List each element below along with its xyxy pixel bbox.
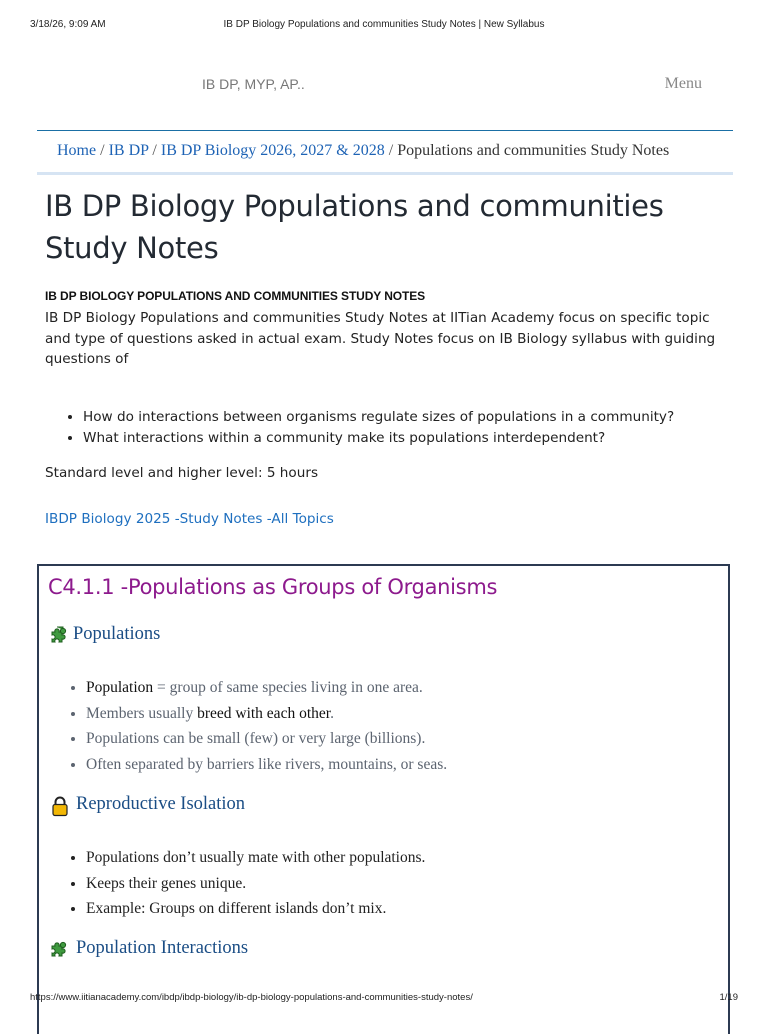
list-item: • Keeps their genes unique. <box>86 871 746 897</box>
populations-list <box>50 675 746 777</box>
population-interactions-heading <box>50 938 248 959</box>
print-header <box>30 19 738 33</box>
breadcrumb <box>57 142 737 160</box>
list-item: • Populations don’t usually mate with other populations. <box>86 845 746 871</box>
print-page-number: 1/19 <box>719 992 738 1003</box>
header-divider <box>37 130 733 131</box>
puzzle-piece-icon <box>50 939 70 959</box>
site-brand[interactable]: IB DP, MYP, AP.. <box>202 76 305 92</box>
bold-term: Population <box>86 679 154 696</box>
guiding-questions-list <box>45 407 763 449</box>
print-datetime: 3/18/26, 9:09 AM <box>30 19 106 30</box>
item-text: . <box>330 704 334 722</box>
list-item <box>86 701 746 727</box>
print-url: https://www.iitianacademy.com/ibdp/ibdp-biology/ib-dp-biology-populations-and-communities-study-notes/ <box>30 992 473 1003</box>
breadcrumb-separator: / <box>148 142 161 159</box>
list-item: • How do interactions between organisms regulate sizes of populations in a community? <box>83 407 763 428</box>
menu-button[interactable]: Menu <box>664 75 702 92</box>
populations-heading <box>50 624 160 645</box>
list-item: • Often separated by barriers like rivers, mountains, or seas. <box>86 752 746 778</box>
breadcrumb-divider <box>37 172 733 175</box>
reproductive-isolation-heading <box>50 794 245 815</box>
item-text: Members usually <box>86 704 198 722</box>
reproductive-isolation-heading-label: Reproductive Isolation <box>76 794 246 814</box>
populations-heading-label: Populations <box>73 624 161 644</box>
all-topics-link[interactable]: IBDP Biology 2025 -Study Notes -All Topics <box>45 511 334 527</box>
breadcrumb-separator: / <box>384 142 398 159</box>
list-item: • Example: Groups on different islands don’t mix. <box>86 896 746 922</box>
print-footer <box>30 992 738 1006</box>
reproductive-isolation-list <box>50 845 746 922</box>
breadcrumb-separator: / <box>96 142 109 159</box>
list-item: • What interactions within a community make its populations interdependent? <box>83 428 763 449</box>
population-interactions-heading-label: Population Interactions <box>76 938 249 958</box>
intro-paragraph: IB DP Biology Populations and communities Study Notes at IITian Academy focus on specific topic and type of questions asked in actual exam. Study Notes focus on IB Biology syllabus with guiding questions of <box>45 310 716 367</box>
breadcrumb-ibdp-link[interactable]: IB DP <box>108 142 149 159</box>
lock-icon <box>50 795 70 815</box>
breadcrumb-course-link[interactable]: IB DP Biology 2026, 2027 & 2028 <box>160 142 385 159</box>
list-item: • Populations can be small (few) or very large (billions). <box>86 726 746 752</box>
intro-heading: IB DP BIOLOGY POPULATIONS AND COMMUNITIES STUDY NOTES <box>45 289 426 303</box>
bold-term: breed with each other <box>197 704 331 722</box>
breadcrumb-current: Populations and communities Study Notes <box>397 142 670 159</box>
puzzle-piece-icon <box>50 625 70 645</box>
list-item <box>86 675 746 701</box>
item-text: = group of same species living in one area. <box>153 679 423 696</box>
page-title: IB DP Biology Populations and communities Study Notes <box>45 189 664 265</box>
level-text: Standard level and higher level: 5 hours <box>45 465 319 481</box>
section-title: C4.1.1 -Populations as Groups of Organisms <box>48 575 498 599</box>
breadcrumb-home-link[interactable]: Home <box>57 142 97 159</box>
print-document-title: IB DP Biology Populations and communities Study Notes | New Syllabus <box>223 19 545 30</box>
